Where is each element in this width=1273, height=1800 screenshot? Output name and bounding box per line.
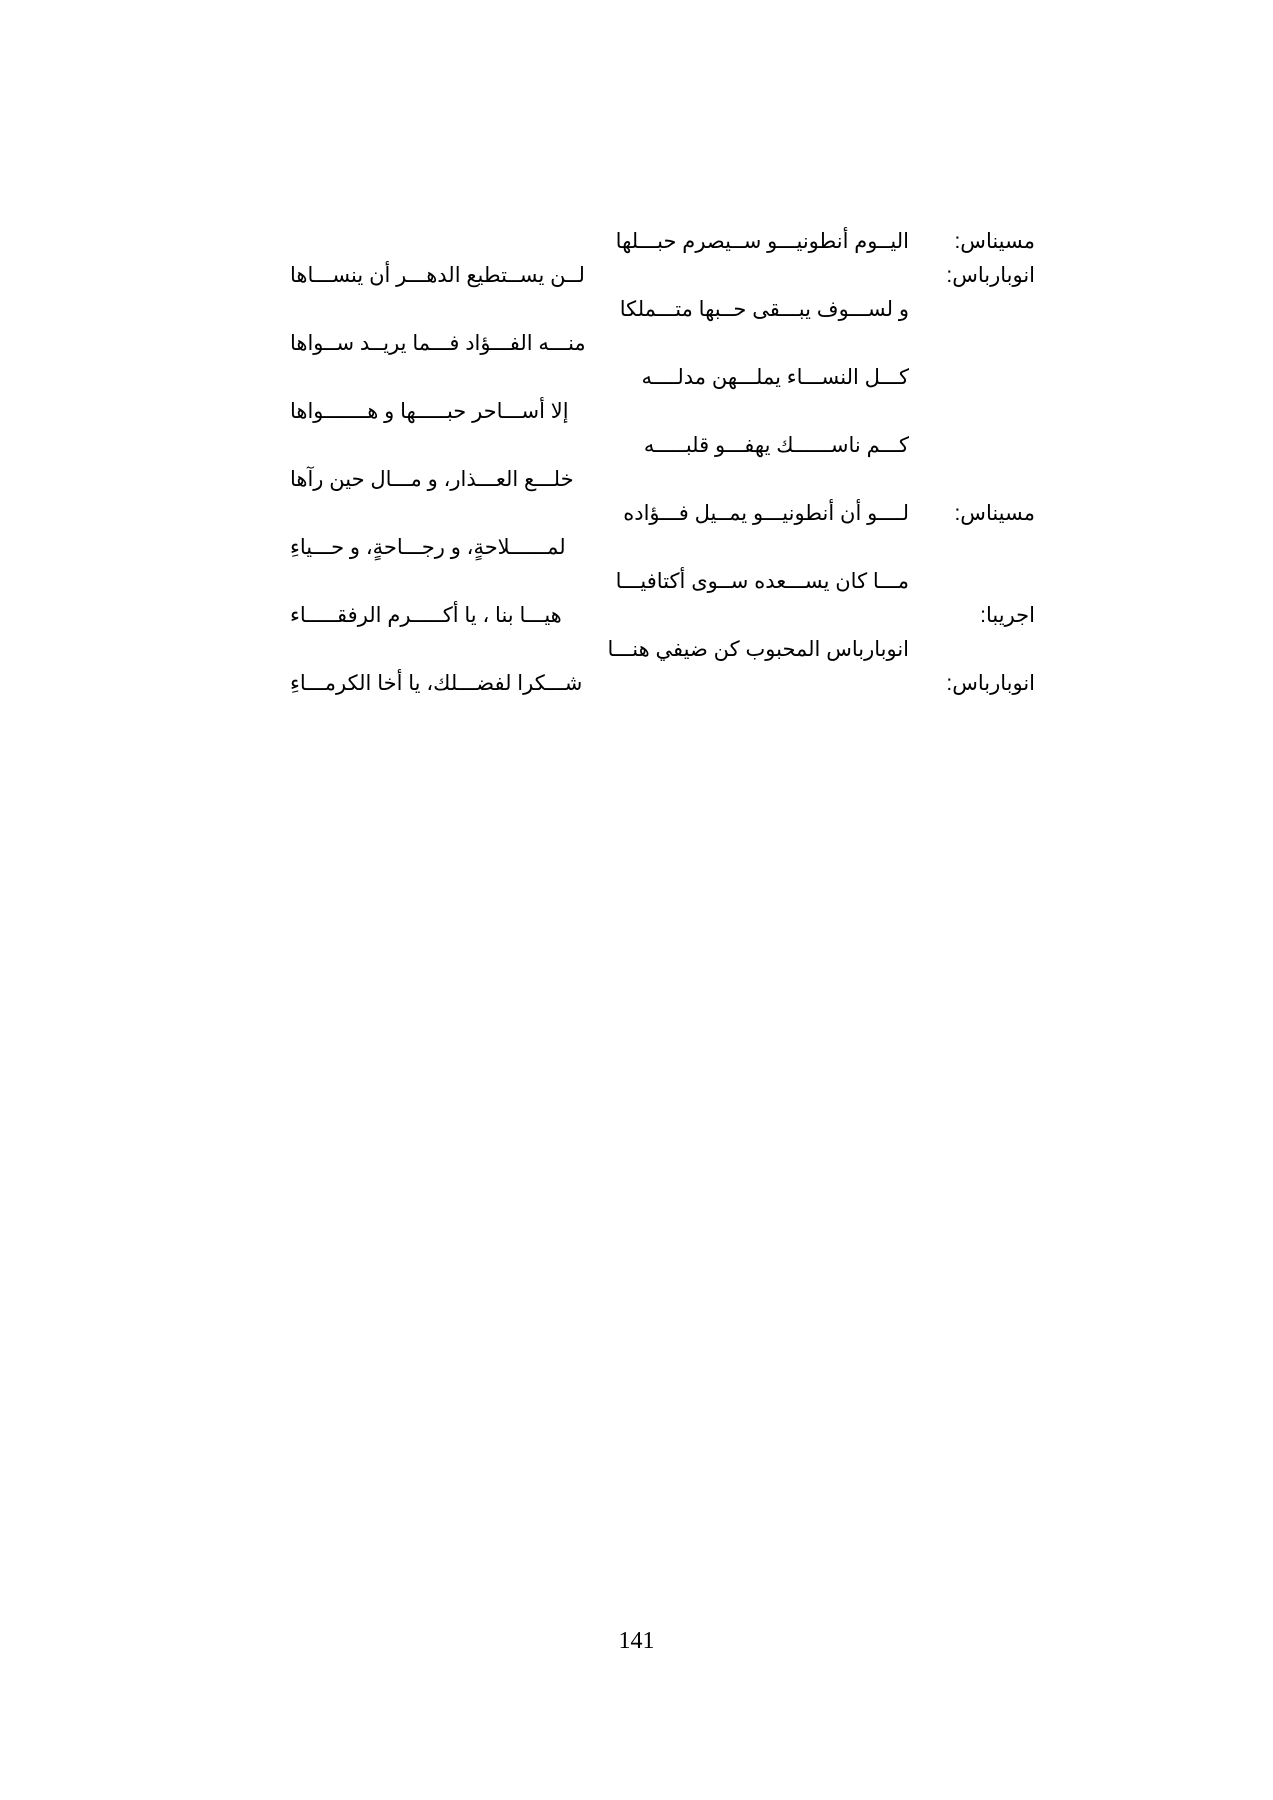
dialogue-line [290, 429, 1035, 463]
verse-dialogue [290, 225, 1035, 701]
dialogue-line [290, 259, 1035, 293]
verse-text: لــن يســتطيع الدهـــر أن ينســـاها [290, 264, 585, 287]
dialogue-line [290, 667, 1035, 701]
dialogue-line [290, 395, 1035, 429]
verse-text: هيـــا بنا ، يا أكـــــرم الرفقـــــاء [290, 604, 562, 627]
verse-text: خلـــع العـــذار، و مـــال حين رآها [290, 468, 574, 491]
speaker-name: مسيناس: [954, 230, 1035, 253]
dialogue-line [290, 293, 1035, 327]
dialogue-line [290, 463, 1035, 497]
dialogue-line [290, 633, 1035, 667]
dialogue-line [290, 531, 1035, 565]
verse-text: لــــو أن أنطونيـــو يمــيل فـــؤاده [623, 502, 909, 525]
verse-text: اليــوم أنطونيـــو ســيصرم حبـــلها [615, 230, 909, 253]
dialogue-line [290, 327, 1035, 361]
verse-text: انوبارباس المحبوب كن ضيفي هنـــا [607, 638, 909, 661]
page-number: 141 [618, 1628, 655, 1654]
speaker-name: اجريبا: [980, 604, 1035, 627]
verse-text: كـــل النســـاء يملـــهن مدلــــه [641, 366, 909, 389]
dialogue-line [290, 497, 1035, 531]
verse-text: شـــكرا لفضـــلك، يا أخا الكرمـــاءِ [290, 672, 583, 695]
dialogue-line [290, 565, 1035, 599]
dialogue-line [290, 599, 1035, 633]
verse-text: مـــا كان يســـعده ســوى أكتافيـــا [615, 570, 909, 593]
verse-text: منـــه الفـــؤاد فـــما يريــد ســواها [290, 332, 586, 355]
speaker-name: انوبارباس: [946, 264, 1035, 287]
dialogue-line [290, 361, 1035, 395]
speaker-name: انوبارباس: [946, 672, 1035, 695]
dialogue-line [290, 225, 1035, 259]
verse-text: لمــــــلاحةٍ، و رجـــاحةٍ، و حـــياءِ [290, 536, 566, 559]
speaker-name: مسيناس: [954, 502, 1035, 525]
verse-text: إلا أســـاحر حبـــــها و هـــــــواها [290, 400, 569, 423]
verse-text: و لســـوف يبـــقى حــبها متـــملكا [619, 298, 909, 321]
verse-text: كـــم ناســــــك يهفـــو قلبـــــه [643, 434, 909, 457]
